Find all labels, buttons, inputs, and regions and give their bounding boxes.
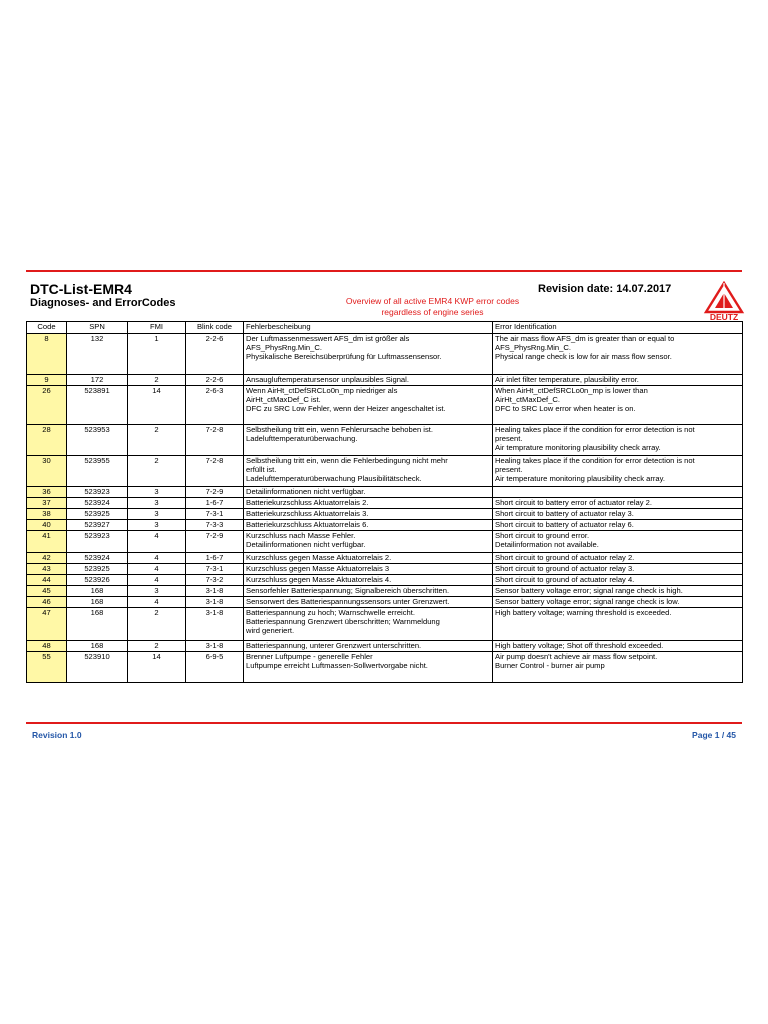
cell-fmi: 4: [128, 597, 186, 608]
cell-fmi: 4: [128, 553, 186, 564]
table-row: [27, 641, 743, 652]
cell-fmi: 3: [128, 487, 186, 498]
cell-error-identification: High battery voltage; Shot off threshold exceeded.: [493, 641, 743, 652]
table-row: [27, 375, 743, 386]
document-subtitle: Diagnoses- and ErrorCodes: [30, 297, 176, 309]
cell-fmi: 4: [128, 564, 186, 575]
cell-code: 46: [27, 597, 67, 608]
table-row: [27, 575, 743, 586]
cell-blink-code: 7-3-2: [186, 575, 244, 586]
cell-error-identification: Healing takes place if the condition for error detection is not present. Air temperature monitoring plausibility check array.: [493, 456, 743, 487]
cell-description-de: Selbstheilung tritt ein, wenn Fehlerursache behoben ist. Ladelufttemperaturüberwachung.: [244, 425, 493, 456]
cell-code: 9: [27, 375, 67, 386]
table-body: [27, 334, 743, 683]
cell-code: 37: [27, 498, 67, 509]
cell-blink-code: 1-6-7: [186, 553, 244, 564]
cell-error-identification: Short circuit to ground of actuator relay 4.: [493, 575, 743, 586]
cell-fmi: 14: [128, 386, 186, 425]
cell-code: 8: [27, 334, 67, 375]
revision-date: Revision date: 14.07.2017: [538, 283, 672, 295]
cell-code: 43: [27, 564, 67, 575]
overview-line-1: Overview of all active EMR4 KWP error codes: [345, 296, 520, 306]
table-row: [27, 498, 743, 509]
cell-fmi: 2: [128, 641, 186, 652]
overview-line-2: regardless of engine series: [381, 307, 484, 317]
cell-blink-code: 7-3-3: [186, 520, 244, 531]
cell-description-de: Kurzschluss gegen Masse Aktuatorrelais 4.: [244, 575, 493, 586]
table-row: [27, 652, 743, 683]
cell-blink-code: 7-2-8: [186, 456, 244, 487]
table-row: [27, 531, 743, 553]
dtc-table: [26, 321, 743, 683]
cell-code: 42: [27, 553, 67, 564]
column-header-description-de: Fehlerbescheibung: [244, 322, 493, 334]
table-row: [27, 586, 743, 597]
cell-code: 41: [27, 531, 67, 553]
cell-blink-code: 1-6-7: [186, 498, 244, 509]
cell-error-identification: Short circuit to battery error of actuator relay 2.: [493, 498, 743, 509]
cell-blink-code: 2-6-3: [186, 386, 244, 425]
cell-description-de: Batteriespannung zu hoch; Warnschwelle erreicht. Batteriespannung Grenzwert überschritten; Warnmeldung wird generiert.: [244, 608, 493, 641]
cell-blink-code: 3-1-8: [186, 608, 244, 641]
cell-description-de: Detailinformationen nicht verfügbar.: [244, 487, 493, 498]
cell-spn: 523926: [67, 575, 128, 586]
cell-description-de: Batteriekurzschluss Aktuatorrelais 2.: [244, 498, 493, 509]
cell-fmi: 2: [128, 375, 186, 386]
cell-error-identification: Short circuit to ground error. Detailinformation not available.: [493, 531, 743, 553]
cell-fmi: 3: [128, 498, 186, 509]
cell-error-identification: Sensor battery voltage error; signal range check is high.: [493, 586, 743, 597]
cell-fmi: 14: [128, 652, 186, 683]
cell-code: 44: [27, 575, 67, 586]
cell-fmi: 2: [128, 456, 186, 487]
column-header-code: Code: [27, 322, 67, 334]
cell-error-identification: Short circuit to battery of actuator relay 6.: [493, 520, 743, 531]
table-row: [27, 456, 743, 487]
cell-code: 47: [27, 608, 67, 641]
cell-spn: 168: [67, 597, 128, 608]
cell-blink-code: 7-2-8: [186, 425, 244, 456]
deutz-logo: [702, 281, 746, 321]
column-header-error-identification: Error Identification: [493, 322, 743, 334]
cell-blink-code: 7-3-1: [186, 509, 244, 520]
table-row: [27, 386, 743, 425]
cell-fmi: 4: [128, 575, 186, 586]
cell-code: 48: [27, 641, 67, 652]
cell-error-identification: Short circuit to ground of actuator relay 2.: [493, 553, 743, 564]
cell-fmi: 3: [128, 520, 186, 531]
cell-fmi: 1: [128, 334, 186, 375]
cell-fmi: 3: [128, 509, 186, 520]
cell-spn: 523925: [67, 564, 128, 575]
cell-description-de: Der Luftmassenmesswert AFS_dm ist größer als AFS_PhysRng.Min_C. Physikalische Bereichsüberprüfung für Luftmassensensor.: [244, 334, 493, 375]
cell-spn: 523924: [67, 498, 128, 509]
cell-error-identification: Healing takes place if the condition for error detection is not present. Air temprature monitoring plausibility check array.: [493, 425, 743, 456]
cell-spn: 168: [67, 608, 128, 641]
cell-description-de: Sensorwert des Batteriespannungssensors unter Grenzwert.: [244, 597, 493, 608]
cell-blink-code: 7-2-9: [186, 531, 244, 553]
cell-fmi: 2: [128, 608, 186, 641]
cell-spn: 523955: [67, 456, 128, 487]
cell-error-identification: [493, 487, 743, 498]
cell-code: 36: [27, 487, 67, 498]
table-row: [27, 608, 743, 641]
cell-blink-code: 3-1-8: [186, 641, 244, 652]
cell-code: 45: [27, 586, 67, 597]
cell-blink-code: 3-1-8: [186, 586, 244, 597]
cell-description-de: Kurzschluss gegen Masse Aktuatorrelais 3: [244, 564, 493, 575]
document-title: DTC-List-EMR4: [30, 281, 132, 297]
cell-blink-code: 6-9-5: [186, 652, 244, 683]
table-row: [27, 425, 743, 456]
cell-blink-code: 2-2-6: [186, 375, 244, 386]
cell-spn: 523923: [67, 487, 128, 498]
table-row: [27, 487, 743, 498]
cell-blink-code: 2-2-6: [186, 334, 244, 375]
column-header-fmi: FMI: [128, 322, 186, 334]
cell-description-de: Batteriekurzschluss Aktuatorrelais 6.: [244, 520, 493, 531]
cell-spn: 168: [67, 586, 128, 597]
table-row: [27, 553, 743, 564]
cell-spn: 523891: [67, 386, 128, 425]
table-row: [27, 520, 743, 531]
cell-fmi: 2: [128, 425, 186, 456]
cell-error-identification: When AirHt_ctDefSRCLo0n_mp is lower than AirHt_ctMaxDef_C. DFC to SRC Low error when heater is on.: [493, 386, 743, 425]
cell-spn: 132: [67, 334, 128, 375]
cell-code: 40: [27, 520, 67, 531]
cell-description-de: Kurzschluss nach Masse Fehler. Detailinformationen nicht verfügbar.: [244, 531, 493, 553]
overview-note: [300, 296, 565, 318]
cell-blink-code: 7-2-9: [186, 487, 244, 498]
cell-description-de: Selbstheilung tritt ein, wenn die Fehlerbedingung nicht mehr erfüllt ist. Ladelufttemperaturüberwachung Plausibilitätscheck.: [244, 456, 493, 487]
cell-error-identification: Short circuit to ground of actuator relay 3.: [493, 564, 743, 575]
cell-code: 28: [27, 425, 67, 456]
cell-spn: 523953: [67, 425, 128, 456]
cell-code: 55: [27, 652, 67, 683]
cell-description-de: Batteriekurzschluss Aktuatorrelais 3.: [244, 509, 493, 520]
cell-description-de: Batteriespannung, unterer Grenzwert unterschritten.: [244, 641, 493, 652]
cell-description-de: Kurzschluss gegen Masse Aktuatorrelais 2.: [244, 553, 493, 564]
cell-spn: 523927: [67, 520, 128, 531]
column-header-spn: SPN: [67, 322, 128, 334]
cell-error-identification: Short circuit to battery of actuator relay 3.: [493, 509, 743, 520]
cell-spn: 172: [67, 375, 128, 386]
cell-fmi: 4: [128, 531, 186, 553]
cell-code: 38: [27, 509, 67, 520]
cell-blink-code: 3-1-8: [186, 597, 244, 608]
cell-spn: 523910: [67, 652, 128, 683]
table-row: [27, 334, 743, 375]
cell-spn: 168: [67, 641, 128, 652]
table-row: [27, 564, 743, 575]
cell-error-identification: Sensor battery voltage error; signal range check is low.: [493, 597, 743, 608]
cell-code: 30: [27, 456, 67, 487]
cell-error-identification: High battery voltage; warning threshold is exceeded.: [493, 608, 743, 641]
cell-error-identification: Air inlet filter temperature, plausibility error.: [493, 375, 743, 386]
cell-description-de: Sensorfehler Batteriespannung; Signalbereich überschritten.: [244, 586, 493, 597]
cell-spn: 523924: [67, 553, 128, 564]
footer-rule: [26, 722, 742, 724]
cell-error-identification: Air pump doesn't achieve air mass flow setpoint. Burner Control - burner air pump: [493, 652, 743, 683]
cell-fmi: 3: [128, 586, 186, 597]
logo-lettering: DEUTZ: [709, 312, 739, 321]
footer-revision: Revision 1.0: [32, 730, 82, 740]
header-top-rule: [26, 270, 742, 272]
cell-code: 26: [27, 386, 67, 425]
cell-description-de: Wenn AirHt_ctDefSRCLo0n_mp niedriger als AirHt_ctMaxDef_C ist. DFC zu SRC Low Fehler, wenn der Heizer angeschaltet ist.: [244, 386, 493, 425]
footer-page-number: Page 1 / 45: [692, 730, 736, 740]
cell-description-de: Ansaugluftemperatursensor unplausibles Signal.: [244, 375, 493, 386]
table-header-row: [27, 322, 743, 334]
cell-blink-code: 7-3-1: [186, 564, 244, 575]
cell-spn: 523925: [67, 509, 128, 520]
column-header-blink-code: Blink code: [186, 322, 244, 334]
table-row: [27, 597, 743, 608]
cell-error-identification: The air mass flow AFS_dm is greater than or equal to AFS_PhysRng.Min_C. Physical range check is low for air mass flow sensor.: [493, 334, 743, 375]
cell-description-de: Brenner Luftpumpe - generelle Fehler Luftpumpe erreicht Luftmassen-Sollwertvorgabe nicht.: [244, 652, 493, 683]
cell-spn: 523923: [67, 531, 128, 553]
table-row: [27, 509, 743, 520]
